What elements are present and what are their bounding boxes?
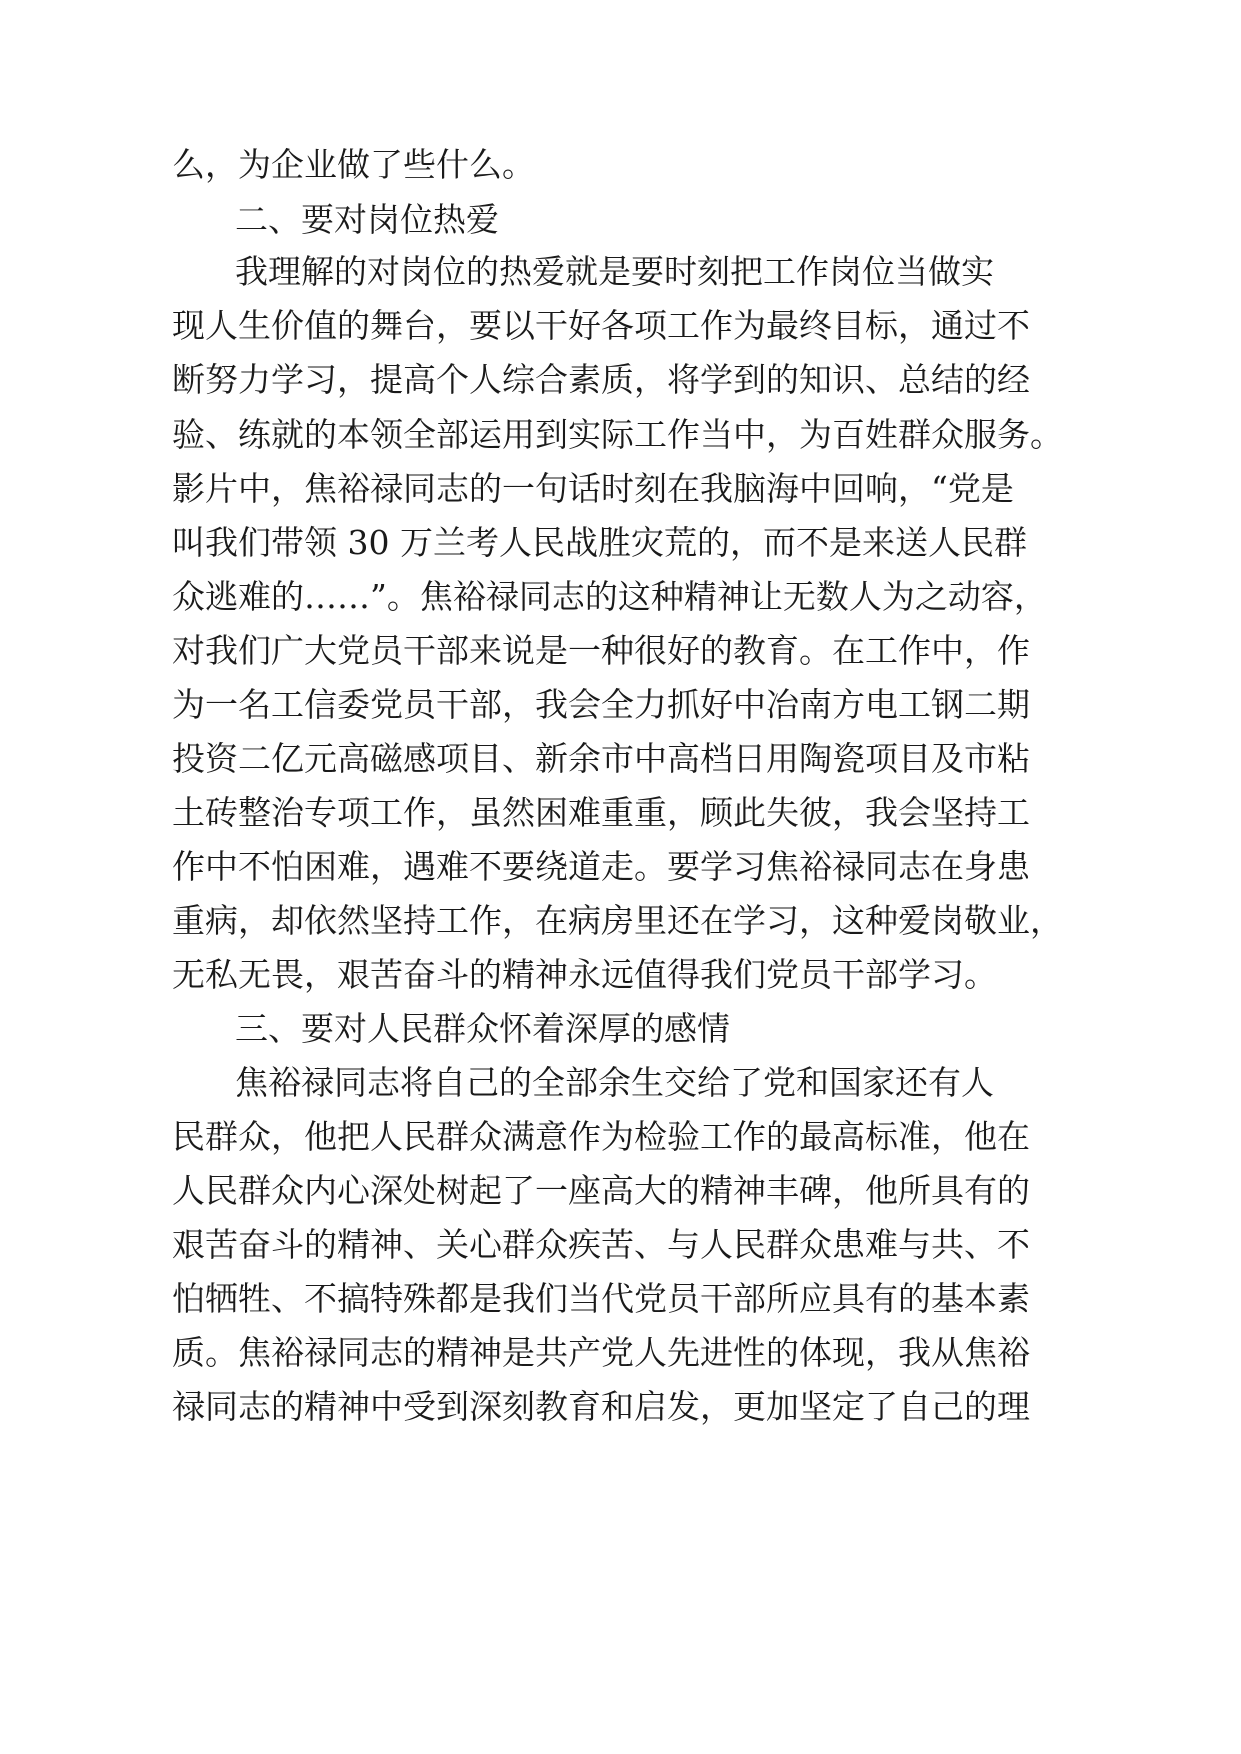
text-line: 投资二亿元高磁感项目、新余市中高档日用陶瓷项目及市粘 (172, 739, 1030, 778)
text-line: 民群众，他把人民群众满意作为检验工作的最高标准，他在 (172, 1117, 1030, 1156)
text-line: 对我们广大党员干部来说是一种很好的教育。在工作中，作 (172, 631, 1030, 670)
text-line: 影片中，焦裕禄同志的一句话时刻在我脑海中回响，“党是 (172, 469, 1014, 508)
text-line: 怕牺牲、不搞特殊都是我们当代党员干部所应具有的基本素 (172, 1279, 1030, 1318)
text-line: 艰苦奋斗的精神、关心群众疾苦、与人民群众患难与共、不 (172, 1225, 1030, 1264)
text-line: 禄同志的精神中受到深刻教育和启发，更加坚定了自己的理 (172, 1387, 1030, 1426)
text-line: 重病，却依然坚持工作，在病房里还在学习，这种爱岗敬业， (172, 901, 1063, 940)
text-line: 无私无畏，艰苦奋斗的精神永远值得我们党员干部学习。 (172, 955, 997, 994)
text-line: 众逃难的……”。焦裕禄同志的这种精神让无数人为之动容， (172, 577, 1047, 616)
text-line: 叫我们带领 30 万兰考人民战胜灾荒的，而不是来送人民群 (172, 523, 1027, 562)
section-heading: 二、要对岗位热爱 (235, 200, 499, 239)
text-line: 验、练就的本领全部运用到实际工作当中，为百姓群众服务。 (172, 415, 1063, 454)
text-line: 为一名工信委党员干部，我会全力抓好中冶南方电工钢二期 (172, 685, 1030, 724)
text-line: 作中不怕困难，遇难不要绕道走。要学习焦裕禄同志在身患 (172, 847, 1030, 886)
section-heading: 三、要对人民群众怀着深厚的感情 (235, 1009, 730, 1048)
text-line: 么，为企业做了些什么。 (172, 145, 535, 184)
text-line: 质。焦裕禄同志的精神是共产党人先进性的体现，我从焦裕 (172, 1333, 1030, 1372)
text-line: 断努力学习，提高个人综合素质，将学到的知识、总结的经 (172, 360, 1030, 399)
text-line: 人民群众内心深处树起了一座高大的精神丰碑，他所具有的 (172, 1171, 1030, 1210)
text-line: 现人生价值的舞台，要以干好各项工作为最终目标，通过不 (172, 306, 1030, 345)
text-line: 土砖整治专项工作，虽然困难重重，顾此失彼，我会坚持工 (172, 793, 1030, 832)
text-line: 焦裕禄同志将自己的全部余生交给了党和国家还有人 (235, 1063, 994, 1102)
text-line: 我理解的对岗位的热爱就是要时刻把工作岗位当做实 (235, 252, 994, 291)
